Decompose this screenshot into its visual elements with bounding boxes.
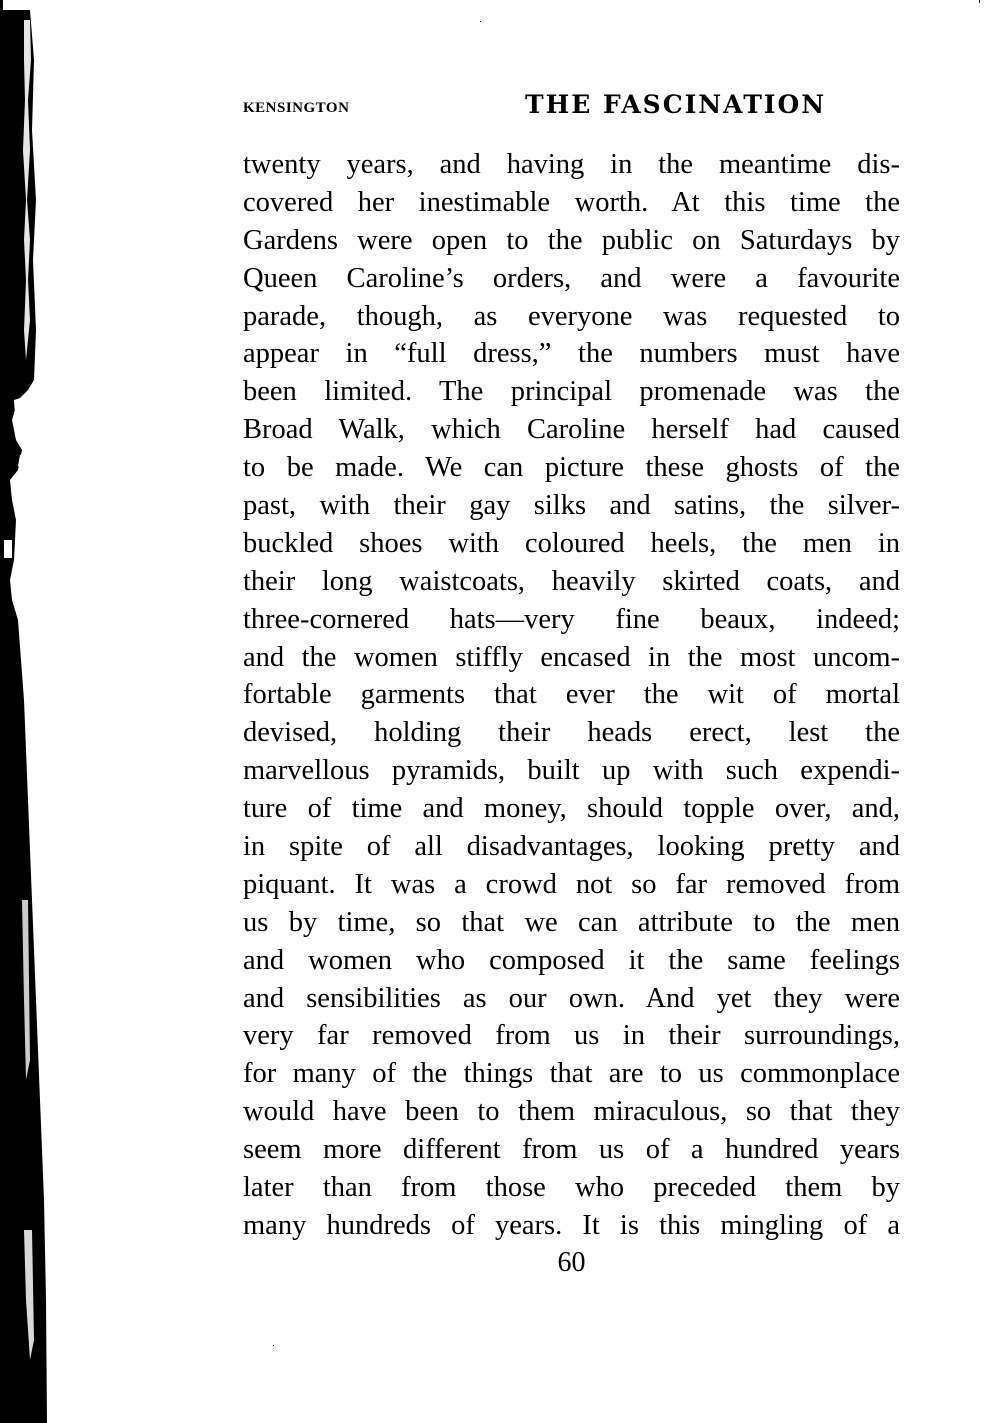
- text-line: marvellous pyramids, built up with such expendi-: [243, 755, 900, 787]
- text-line: their long waistcoats, heavily skirted coats, and: [243, 565, 900, 597]
- running-head-section: KENSINGTON: [243, 100, 350, 116]
- text-line: been limited. The principal promenade was the: [243, 376, 900, 408]
- text-line: Queen Caroline’s orders, and were a favourite: [243, 262, 900, 294]
- text-line: many hundreds of years. It is this mingling of a: [243, 1209, 900, 1241]
- page-number: 60: [557, 1246, 586, 1278]
- text-line: ture of time and money, should topple over, and,: [243, 793, 900, 825]
- text-line: piquant. It was a crowd not so far removed from: [243, 868, 900, 900]
- text-line: in spite of all disadvantages, looking pretty and: [243, 831, 900, 863]
- text-line: Broad Walk, which Caroline herself had caused: [243, 414, 900, 446]
- text-line: seem more different from us of a hundred years: [243, 1134, 900, 1166]
- text-line: twenty years, and having in the meantime dis-: [243, 149, 900, 180]
- text-line: us by time, so that we can attribute to the men: [243, 906, 900, 938]
- text-line: Gardens were open to the public on Saturdays by: [243, 224, 900, 256]
- running-head-title: THE FASCINATION: [525, 90, 827, 119]
- book-page: [243, 90, 900, 1279]
- text-line: appear in “full dress,” the numbers must have: [243, 338, 900, 370]
- text-line: very far removed from us in their surroundings,: [243, 1020, 900, 1052]
- book-binding-edge: [0, 0, 48, 1423]
- text-line: devised, holding their heads erect, lest the: [243, 717, 900, 749]
- scan-speck: [979, 0, 980, 3]
- text-line: for many of the things that are to us commonplace: [243, 1058, 900, 1090]
- text-line: would have been to them miraculous, so that they: [243, 1096, 900, 1128]
- text-line: parade, though, as everyone was requested to: [243, 300, 900, 332]
- body-text: [243, 146, 900, 1245]
- running-head: [243, 90, 900, 130]
- text-line: later than from those who preceded them by: [243, 1172, 900, 1204]
- text-line: three-cornered hats—very fine beaux, indeed;: [243, 603, 900, 635]
- text-line: to be made. We can picture these ghosts of the: [243, 452, 900, 484]
- text-line: fortable garments that ever the wit of mortal: [243, 679, 900, 711]
- text-line: and women who composed it the same feelings: [243, 944, 900, 976]
- text-line: covered her inestimable worth. At this time the: [243, 186, 900, 218]
- text-line: and the women stiffly encased in the most uncom-: [243, 641, 900, 673]
- text-line: and sensibilities as our own. And yet they were: [243, 982, 900, 1014]
- text-line: buckled shoes with coloured heels, the men in: [243, 527, 900, 559]
- scan-speck: [273, 1345, 274, 1346]
- text-line: past, with their gay silks and satins, the silver-: [243, 490, 900, 522]
- scan-speck: [480, 21, 481, 22]
